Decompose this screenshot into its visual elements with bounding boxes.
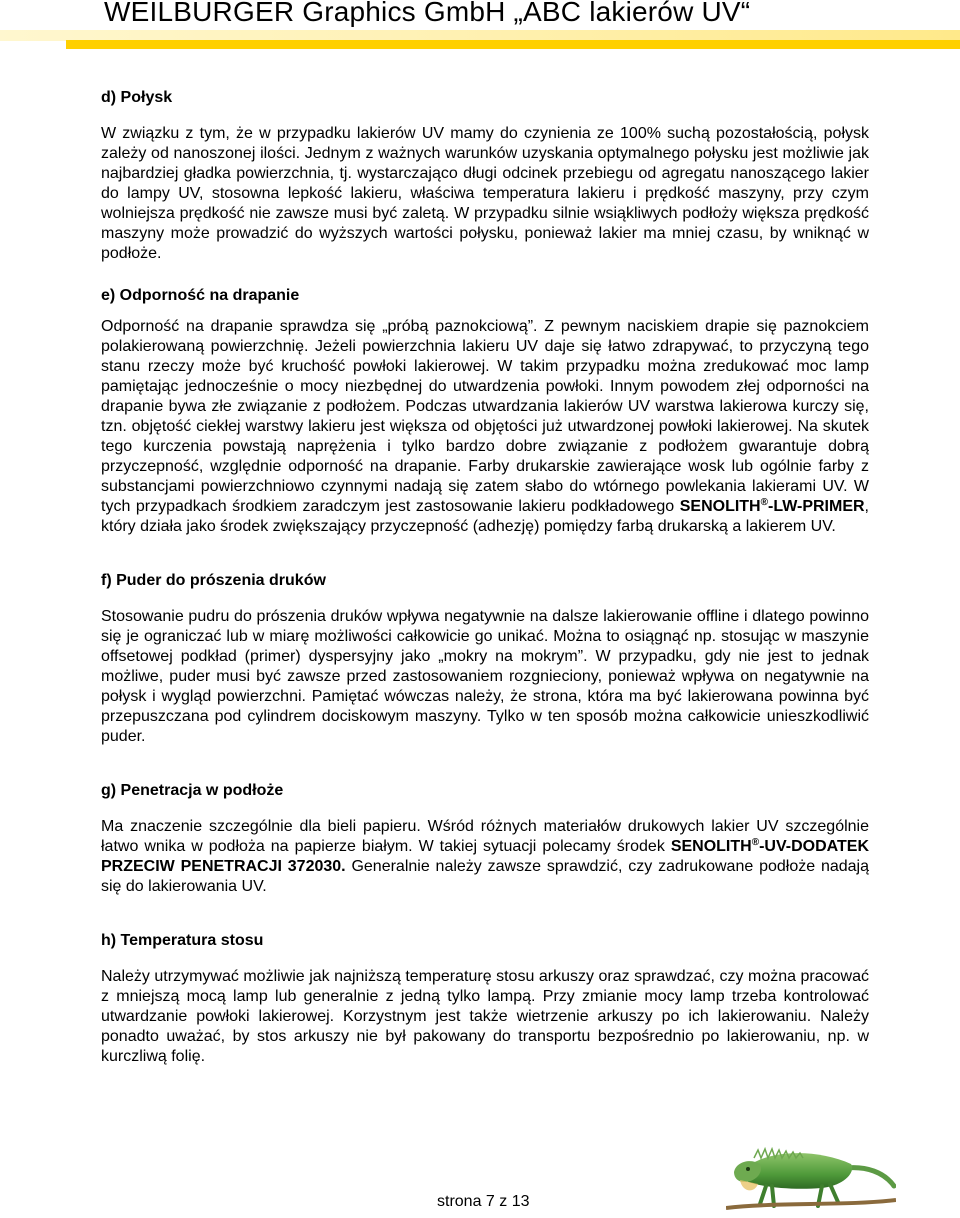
paragraph-text: Ma znaczenie szczególnie dla bieli papieru. Wśród różnych materiałów drukowych lakier UV szczególnie łatwo wnika w podłoża na papierze białym. W takiej sytuacji polecamy środek (101, 818, 869, 855)
product-name: SENOLITH (679, 498, 761, 515)
product-name: SENOLITH (670, 838, 752, 855)
paragraph-text: Odporność na drapanie sprawdza się „próbą paznokciową”. Z pewnym naciskiem drapie się paznokciem polakierowaną powierzchnię. Jeżeli powierzchnia lakieru UV daje się łatwo zdrapywać, to przyczyną tego stanu rzeczy może być kruchość powłoki lakierowej. W takim przypadku można zredukować moc lamp pamiętając jednocześnie o mocy niezbędnej do utwardzenia powłoki. Innym powodem złej odporności na drapanie bywa złe związanie z podłożem. Podczas utwardzania lakierów UV warstwa lakierowa kurczy się, tzn. objętość ciekłej warstwy lakieru jest większa od objętości już utwardzonej powłoki lakierowej. Na skutek tego kurczenia powstają naprężenia i tylko bardzo dobre związanie z podłożem gwarantuje dobrą przyczepność, względnie odporność na drapanie. Farby drukarskie zawierające wosk lub ogólnie farby z substancjami powierzchniowo czynnymi nadają się zatem słabo do wtórnego powlekania lakierami UV. W tych przypadkach środkiem zaradczym jest zastosowanie lakieru podkładowego (101, 318, 869, 515)
section-heading-h: h) Temperatura stosu (101, 932, 264, 949)
section-heading-d: d) Połysk (101, 89, 173, 106)
product-suffix: -UV-DODATEK PRZECIW PENETRACJI 372030. (101, 838, 869, 875)
section-paragraph-f: Stosowanie pudru do prószenia druków wpływa negatywnie na dalsze lakierowanie offline i dlatego powinno się je ograniczać lub w miarę możliwości całkowicie go unikać. Można to osiągnąć np. stosując w maszynie offsetowej podkład (primer) dyspersyjny jako „mokry na mokrym”. W przypadku, gdy nie jest to jednak możliwe, puder musi być zawsze przed zastosowaniem rozgnieciony, ponieważ wpływa on negatywnie na połysk i wygląd powierzchni. Pamiętać wówczas należy, że strona, która ma być lakierowana powinna być przepuszczana pod cylindrem dociskowym maszyny. Tylko w ten sposób można całkowicie unieszkodliwić puder. (101, 608, 869, 745)
product-suffix: -LW-PRIMER (767, 498, 865, 515)
paragraph-text: , który działa jako środek zwiększający przyczepność (adhezję) pomiędzy farbą drukarską a lakierem UV. (101, 498, 869, 535)
section-paragraph-g (101, 817, 869, 897)
registered-mark: ® (751, 837, 760, 848)
section-heading-e: e) Odporność na drapanie (101, 287, 300, 304)
page-number: strona 7 z 13 (437, 1193, 530, 1210)
section-heading-g: g) Penetracja w podłoże (101, 782, 284, 799)
section-paragraph-h: Należy utrzymywać możliwie jak najniższą temperaturę stosu arkuszy oraz sprawdzać, czy można pracować z mniejszą mocą lamp lub generalnie z jedną tylko lampą. Przy zmianie mocy lamp trzeba kontrolować utwardzanie powłoki lakierowej. Korzystnym jest także wietrzenie arkuszy po ich lakierowaniu. Należy ponadto uważać, by stos arkuszy nie był pakowany do transportu bezpośrednio po lakierowaniu, np. w kurczliwą folię. (101, 968, 869, 1065)
registered-mark: ® (760, 497, 768, 508)
section-heading-f: f) Puder do prószenia druków (101, 572, 326, 589)
header-band (66, 40, 960, 49)
header-title: WEILBURGER Graphics GmbH „ABC lakierów UV“ (104, 0, 751, 27)
iguana-image (726, 1128, 896, 1218)
document-body (101, 88, 869, 1067)
section-paragraph-d: W związku z tym, że w przypadku lakierów UV mamy do czynienia ze 100% suchą pozostałością, połysk zależy od nanoszonej ilości. Jednym z ważnych warunków uzyskania optymalnego połysku jest możliwie jak najbardziej gładka powierzchnia, tj. wystarczająco długi odcinek przebiegu od agregatu nanoszącego lakier do lampy UV, stosowna lepkość lakieru, właściwa temperatura lakieru i prędkość maszyny, przy czym wolniejsza prędkość nie zawsze musi być zaletą. W przypadku silnie wsiąkliwych podłoży większa prędkość maszyny może prowadzić do wyższych wartości połysku, ponieważ lakier ma mniej czasu, by wniknąć w podłoże. (101, 125, 869, 262)
paragraph-text: Generalnie należy zawsze sprawdzić, czy zadrukowane podłoże nadają się do lakierowania UV. (101, 858, 869, 895)
section-paragraph-e (101, 317, 869, 537)
